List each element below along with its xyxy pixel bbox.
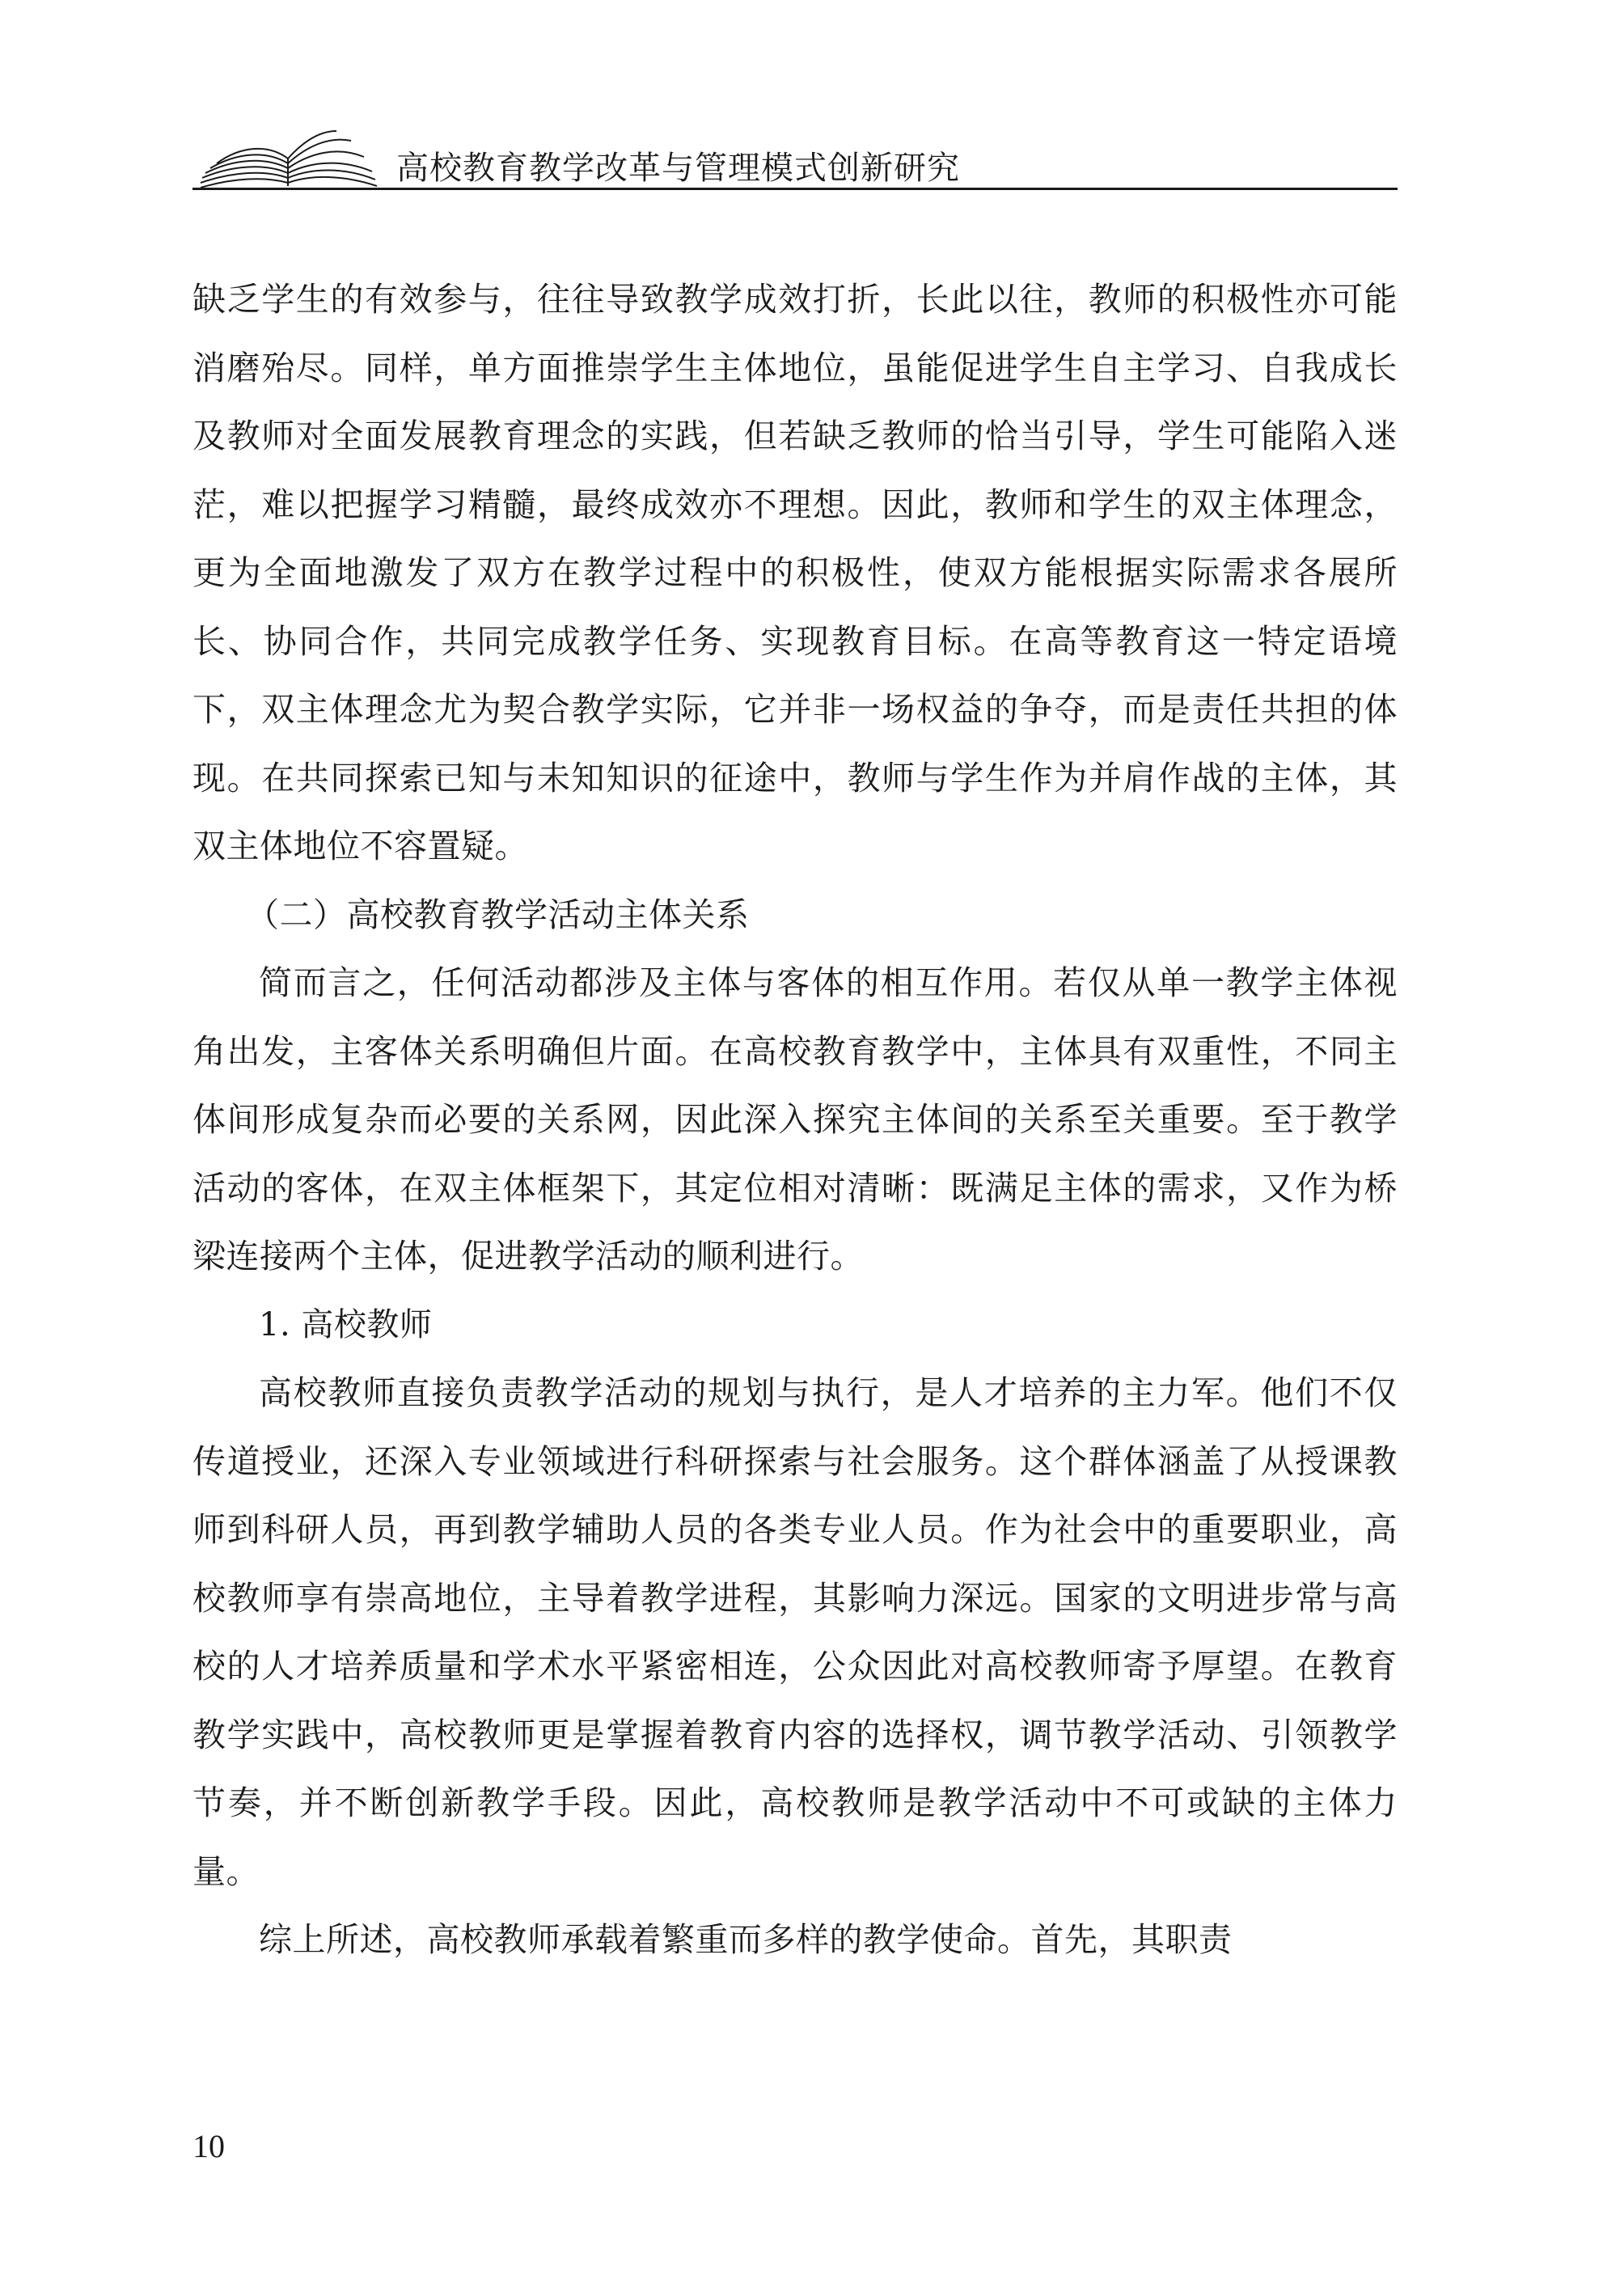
body-paragraph: 高校教师直接负责教学活动的规划与执行，是人才培养的主力军。他们不仅传道授业，还深入专业领域进行科研探索与社会服务。这个群体涵盖了从授课教师到科研人员，再到教学辅助人员的各类专业人员。作为社会中的重要职业，高校教师享有崇高地位，主导着教学进程，其影响力深远。国家的文明进步常与高校的人才培养质量和学术水平紧密相连，公众因此对高校教师寄予厚望。在教育教学实践中，高校教师更是掌握着教育内容的选择权，调节教学活动、引领教学节奏，并不断创新教学手段。因此，高校教师是教学活动中不可或缺的主体力量。 (192, 1373, 1398, 1891)
body-paragraph: 简而言之，任何活动都涉及主体与客体的相互作用。若仅从单一教学主体视角出发，主客体关系明确但片面。在高校教育教学中，主体具有双重性，不同主体间形成复杂而必要的关系网，因此深入探究主体间的关系至关重要。至于教学活动的客体，在双主体框架下，其定位相对清晰：既满足主体的需求，又作为桥梁连接两个主体，促进教学活动的顺利进行。 (192, 963, 1398, 1276)
running-header (192, 129, 1398, 194)
body-paragraph: 缺乏学生的有效参与，往往导致教学成效打折，长此以往，教师的积极性亦可能消磨殆尽。同样，单方面推崇学生主体地位，虽能促进学生自主学习、自我成长及教师对全面发展教育理念的实践，但若缺乏教师的恰当引导，学生可能陷入迷茫，难以把握学习精髓，最终成效亦不理想。因此，教师和学生的双主体理念，更为全面地激发了双方在教学过程中的积极性，使双方能根据实际需求各展所长、协同合作，共同完成教学任务、实现教育目标。在高等教育这一特定语境下，双主体理念尤为契合教学实际，它并非一场权益的争夺，而是责任共担的体现。在共同探索已知与未知知识的征途中，教师与学生作为并肩作战的主体，其双主体地位不容置疑。 (192, 280, 1398, 865)
header-rule (192, 188, 1398, 190)
page-body (192, 265, 1398, 1974)
page-number: 10 (192, 2128, 225, 2164)
subsection-heading: 1. 高校教师 (259, 1305, 433, 1343)
open-book-icon (192, 129, 387, 189)
running-title: 高校教育教学改革与管理模式创新研究 (396, 150, 960, 187)
section-heading: （二）高校教育教学活动主体关系 (246, 895, 750, 934)
body-paragraph: 综上所述，高校教师承载着繁重而多样的教学使命。首先，其职责 (259, 1920, 1233, 1959)
